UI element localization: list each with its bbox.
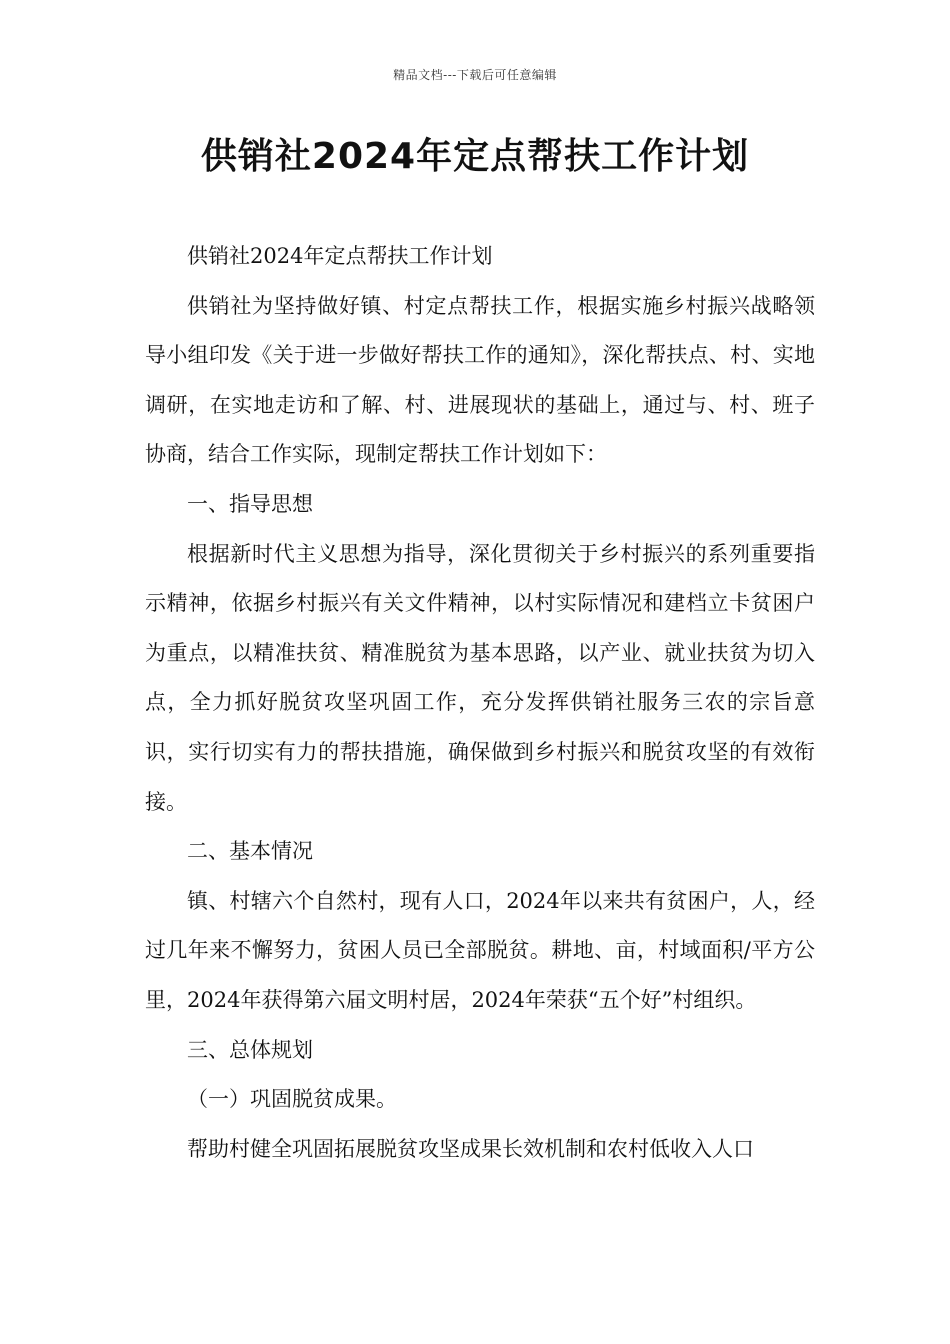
document-title: 供销社2024年定点帮扶工作计划 xyxy=(200,136,750,177)
document-body xyxy=(145,232,815,1174)
paragraph-consolidate: 帮助村健全巩固拓展脱贫攻坚成果长效机制和农村低收入人口 xyxy=(187,1136,754,1161)
paragraph-subtitle: 供销社2024年定点帮扶工作计划 xyxy=(187,244,493,268)
section-heading-overall-plan: 三、总体规划 xyxy=(187,1037,313,1062)
subsection-heading-consolidate: （一）巩固脱贫成果。 xyxy=(187,1087,397,1112)
paragraph-intro: 供销社为坚持做好镇、村定点帮扶工作，根据实施乡村振兴战略领导小组印发《关于进一步做好帮扶工作的通知》，深化帮扶点、村、实地调研，在实地走访和了解、村、进展现状的基础上，通过与、村、班子协商，结合工作实际，现制定帮扶工作计划如下： xyxy=(145,293,815,467)
header-note: 精品文档---下载后可任意编辑 xyxy=(393,68,557,82)
paragraph-guiding-ideology: 根据新时代主义思想为指导，深化贯彻关于乡村振兴的系列重要指示精神，依据乡村振兴有关文件精神，以村实际情况和建档立卡贫困户为重点，以精准扶贫、精准脱贫为基本思路，以产业、就业扶贫为切入点，全力抓好脱贫攻坚巩固工作，充分发挥供销社服务三农的宗旨意识，实行切实有力的帮扶措施，确保做到乡村振兴和脱贫攻坚的有效衔接。 xyxy=(145,541,815,814)
section-heading-guiding-ideology: 一、指导思想 xyxy=(187,491,313,516)
section-heading-basic-situation: 二、基本情况 xyxy=(187,839,313,864)
paragraph-basic-situation: 镇、村辖六个自然村，现有人口，2024年以来共有贫困户，人，经过几年来不懈努力，贫困人员已全部脱贫。耕地、亩，村域面积/平方公里，2024年获得第六届文明村居，2024年荣获“五个好”村组织。 xyxy=(145,888,815,1012)
